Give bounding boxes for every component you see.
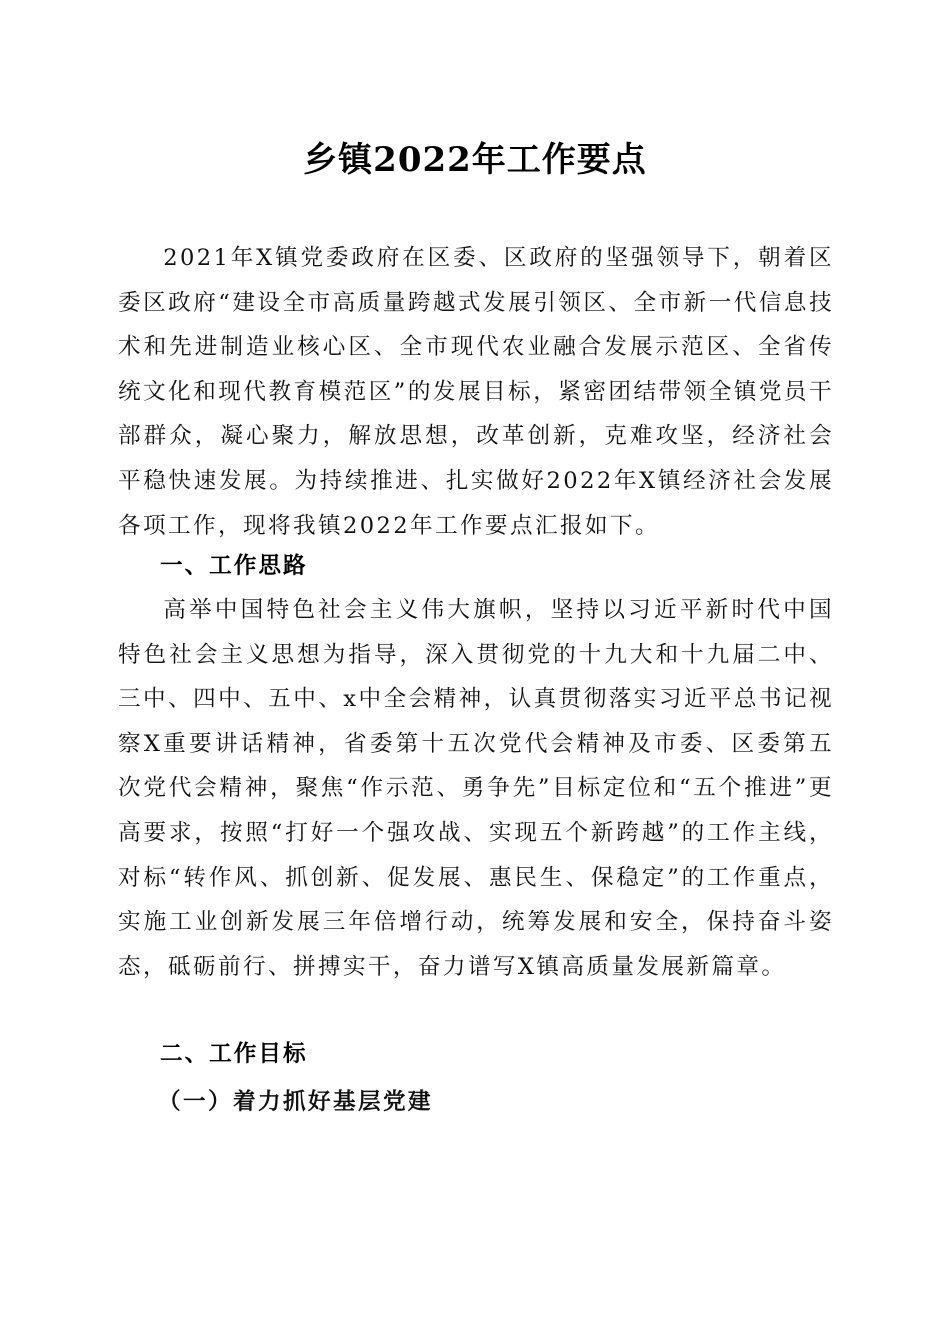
section-heading-work-approach: 一、工作思路	[160, 553, 308, 579]
document-title: 乡镇2022年工作要点	[303, 140, 647, 180]
section-heading-work-goals: 二、工作目标	[160, 1041, 308, 1067]
work-approach-paragraph: 高举中国特色社会主义伟大旗帜，坚持以习近平新时代中国特色社会主义思想为指导，深入贯彻党的十九大和十九届二中、三中、四中、五中、x中全会精神，认真贯彻落实习近平总书记视察X重要讲话精神，省委第十五次党代会精神及市委、区委第五次党代会精神，聚焦“作示范、勇争先”目标定位和“五个推进”更高要求，按照“打好一个强攻战、实现五个新跨越”的工作主线，对标“转作风、抓创新、促发展、惠民生、保稳定”的工作重点，实施工业创新发展三年倍增行动，统筹发展和安全，保持奋斗姿态，砥砺前行、拼搏实干，奋力谱写X镇高质量发展新篇章。	[118, 597, 834, 980]
subsection-heading-party-building: （一）着力抓好基层党建	[158, 1089, 433, 1115]
intro-paragraph: 2021年X镇党委政府在区委、区政府的坚强领导下，朝着区委区政府“建设全市高质量跨越式发展引领区、全市新一代信息技术和先进制造业核心区、全市现代农业融合发展示范区、全省传统文化和现代教育模范区”的发展目标，紧密团结带领全镇党员干部群众，凝心聚力，解放思想，改革创新，克难攻坚，经济社会平稳快速发展。为持续推进、扎实做好2022年X镇经济社会发展各项工作，现将我镇2022年工作要点汇报如下。	[118, 245, 834, 539]
